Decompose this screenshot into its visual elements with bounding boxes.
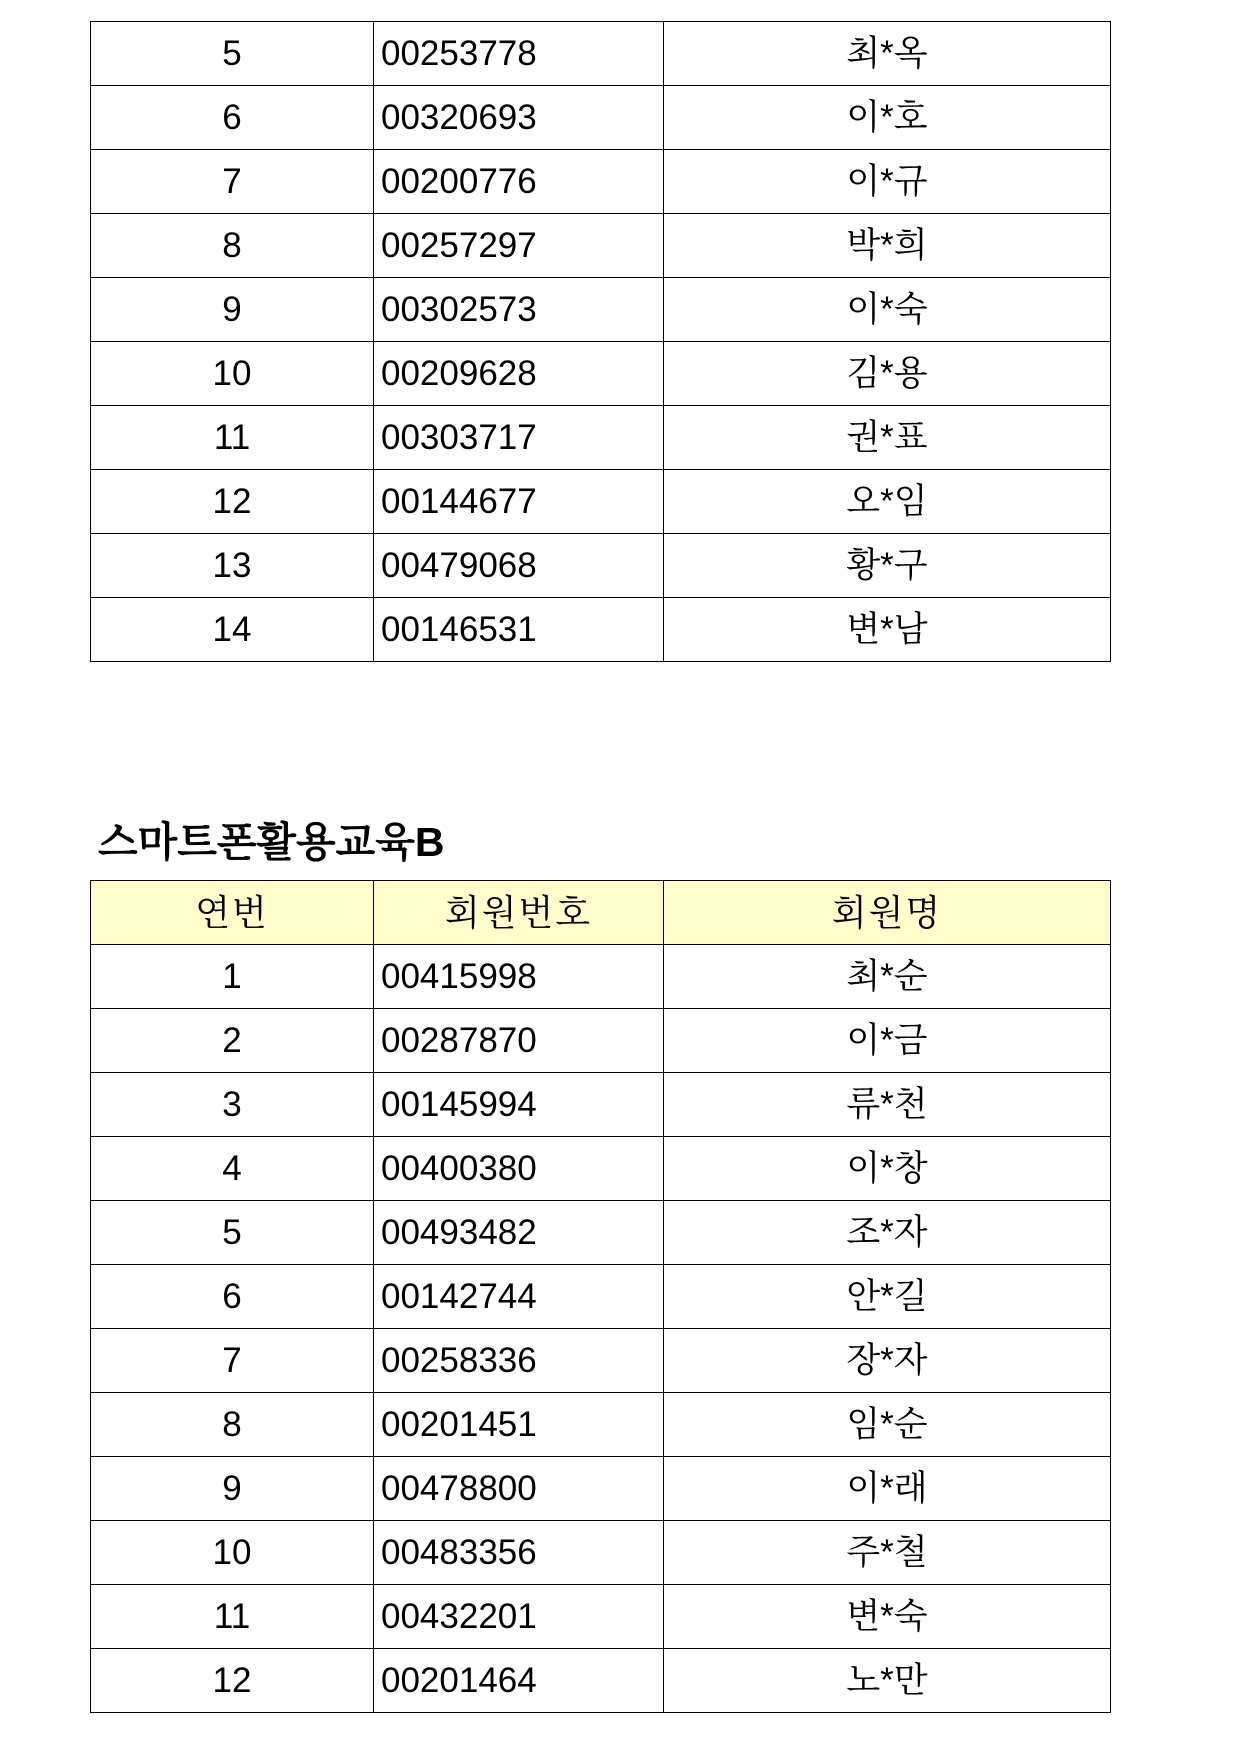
member-table-body <box>91 22 1111 662</box>
member-name-cell: 이*창 <box>664 1137 1111 1201</box>
member-number-cell: 00201451 <box>374 1393 664 1457</box>
member-name-cell: 안*길 <box>664 1265 1111 1329</box>
table-row <box>91 1521 1111 1585</box>
table-row <box>91 470 1111 534</box>
member-name-cell: 권*표 <box>664 406 1111 470</box>
member-table-smartphone-b <box>90 880 1111 1713</box>
serial-number-cell: 4 <box>91 1137 374 1201</box>
serial-number-cell: 9 <box>91 278 374 342</box>
serial-number-cell: 3 <box>91 1073 374 1137</box>
table-row <box>91 1393 1111 1457</box>
serial-number-cell: 10 <box>91 1521 374 1585</box>
header-member-number: 회원번호 <box>374 881 664 945</box>
member-name-cell: 이*호 <box>664 86 1111 150</box>
serial-number-cell: 7 <box>91 150 374 214</box>
table-row <box>91 214 1111 278</box>
serial-number-cell: 8 <box>91 1393 374 1457</box>
table-row <box>91 406 1111 470</box>
serial-number-cell: 9 <box>91 1457 374 1521</box>
header-member-name: 회원명 <box>664 881 1111 945</box>
table-row <box>91 278 1111 342</box>
header-row <box>91 881 1111 945</box>
member-name-cell: 오*임 <box>664 470 1111 534</box>
table-row <box>91 1265 1111 1329</box>
member-name-cell: 최*옥 <box>664 22 1111 86</box>
member-name-cell: 변*숙 <box>664 1585 1111 1649</box>
serial-number-cell: 10 <box>91 342 374 406</box>
member-name-cell: 이*래 <box>664 1457 1111 1521</box>
member-name-cell: 이*금 <box>664 1009 1111 1073</box>
member-number-cell: 00144677 <box>374 470 664 534</box>
table-row <box>91 1009 1111 1073</box>
table-row <box>91 1137 1111 1201</box>
member-number-cell: 00257297 <box>374 214 664 278</box>
member-name-cell: 변*남 <box>664 598 1111 662</box>
member-name-cell: 류*천 <box>664 1073 1111 1137</box>
serial-number-cell: 8 <box>91 214 374 278</box>
member-number-cell: 00142744 <box>374 1265 664 1329</box>
member-table-body <box>91 945 1111 1713</box>
member-name-cell: 노*만 <box>664 1649 1111 1713</box>
member-number-cell: 00479068 <box>374 534 664 598</box>
serial-number-cell: 6 <box>91 1265 374 1329</box>
member-number-cell: 00320693 <box>374 86 664 150</box>
member-number-cell: 00432201 <box>374 1585 664 1649</box>
table-row <box>91 598 1111 662</box>
table-row <box>91 1073 1111 1137</box>
member-number-cell: 00209628 <box>374 342 664 406</box>
serial-number-cell: 2 <box>91 1009 374 1073</box>
member-number-cell: 00302573 <box>374 278 664 342</box>
member-name-cell: 주*철 <box>664 1521 1111 1585</box>
member-name-cell: 황*구 <box>664 534 1111 598</box>
table-row <box>91 86 1111 150</box>
table-row <box>91 1457 1111 1521</box>
member-name-cell: 임*순 <box>664 1393 1111 1457</box>
member-number-cell: 00478800 <box>374 1457 664 1521</box>
table-row <box>91 342 1111 406</box>
table-row <box>91 1329 1111 1393</box>
member-number-cell: 00146531 <box>374 598 664 662</box>
member-name-cell: 이*숙 <box>664 278 1111 342</box>
member-number-cell: 00200776 <box>374 150 664 214</box>
member-name-cell: 장*자 <box>664 1329 1111 1393</box>
member-number-cell: 00493482 <box>374 1201 664 1265</box>
serial-number-cell: 6 <box>91 86 374 150</box>
member-number-cell: 00145994 <box>374 1073 664 1137</box>
member-table-continued <box>90 21 1111 662</box>
serial-number-cell: 7 <box>91 1329 374 1393</box>
section-title: 스마트폰활용교육B <box>98 819 445 865</box>
header-serial-number: 연번 <box>91 881 374 945</box>
serial-number-cell: 5 <box>91 22 374 86</box>
serial-number-cell: 13 <box>91 534 374 598</box>
member-number-cell: 00253778 <box>374 22 664 86</box>
serial-number-cell: 12 <box>91 1649 374 1713</box>
table-row <box>91 534 1111 598</box>
table-row <box>91 1201 1111 1265</box>
table-row <box>91 1585 1111 1649</box>
table-row <box>91 22 1111 86</box>
member-number-cell: 00287870 <box>374 1009 664 1073</box>
member-name-cell: 조*자 <box>664 1201 1111 1265</box>
member-number-cell: 00258336 <box>374 1329 664 1393</box>
member-number-cell: 00415998 <box>374 945 664 1009</box>
serial-number-cell: 11 <box>91 1585 374 1649</box>
member-number-cell: 00201464 <box>374 1649 664 1713</box>
member-name-cell: 김*용 <box>664 342 1111 406</box>
member-name-cell: 이*규 <box>664 150 1111 214</box>
member-number-cell: 00303717 <box>374 406 664 470</box>
table-row <box>91 150 1111 214</box>
table-header <box>91 881 1111 945</box>
serial-number-cell: 11 <box>91 406 374 470</box>
serial-number-cell: 14 <box>91 598 374 662</box>
member-name-cell: 최*순 <box>664 945 1111 1009</box>
member-number-cell: 00400380 <box>374 1137 664 1201</box>
table-row <box>91 945 1111 1009</box>
serial-number-cell: 5 <box>91 1201 374 1265</box>
serial-number-cell: 1 <box>91 945 374 1009</box>
serial-number-cell: 12 <box>91 470 374 534</box>
table-row <box>91 1649 1111 1713</box>
member-number-cell: 00483356 <box>374 1521 664 1585</box>
member-name-cell: 박*희 <box>664 214 1111 278</box>
